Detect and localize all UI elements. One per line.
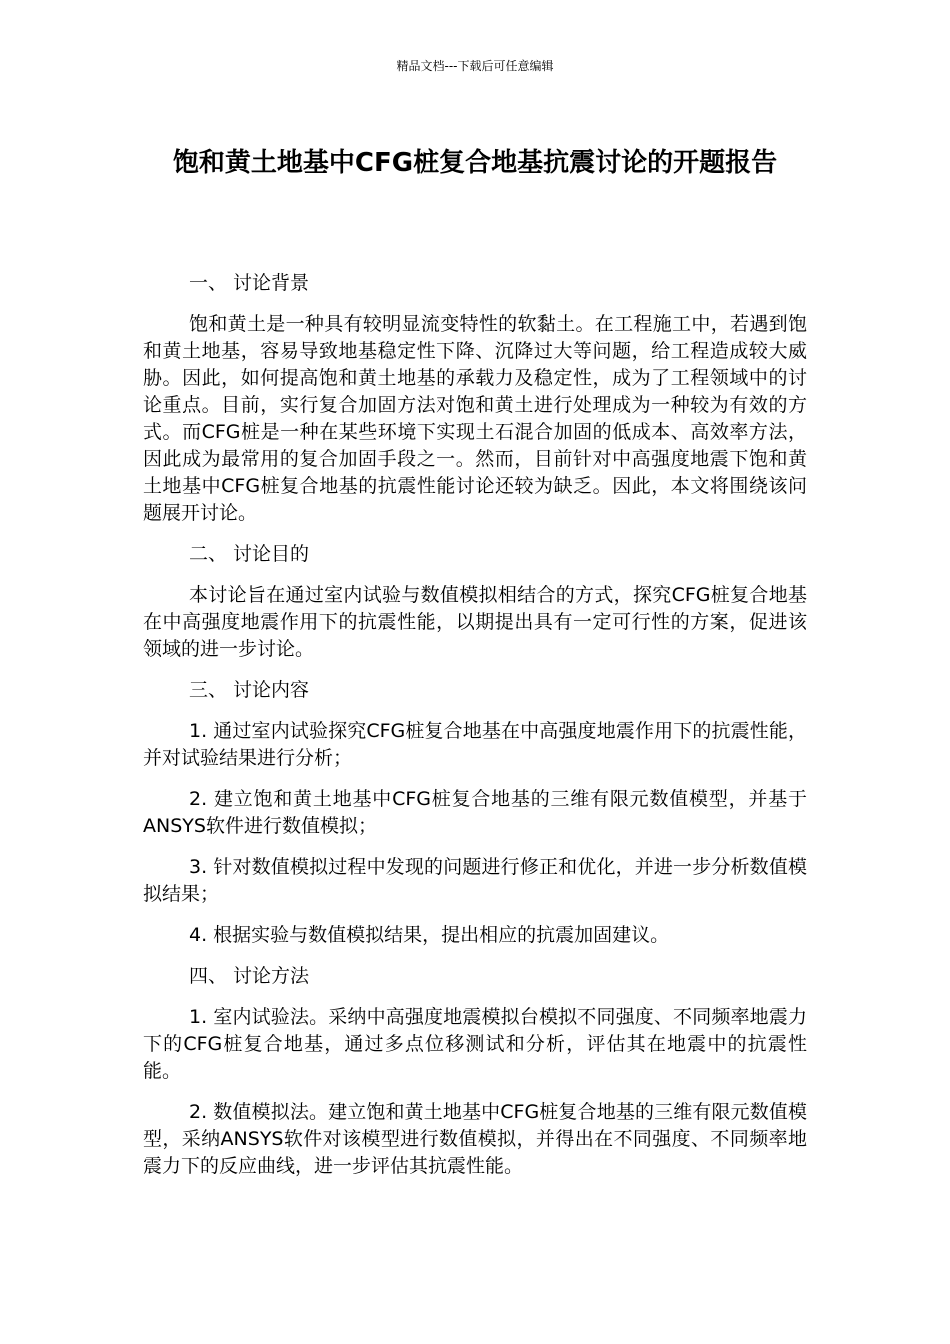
section-background — [143, 270, 807, 527]
document-title: 饱和黄土地基中CFG桩复合地基抗震讨论的开题报告 — [172, 148, 778, 178]
paragraph: 饱和黄土是一种具有较明显流变特性的软黏土。在工程施工中，若遇到饱和黄土地基，容易导致地基稳定性下降、沉降过大等问题，给工程造成较大威胁。因此，如何提高饱和黄土地基的承载力及稳定性，成为了工程领域中的讨论重点。目前，实行复合加固方法对饱和黄土进行处理成为一种较为有效的方式。而CFG桩是一种在某些环境下实现土石混合加固的低成本、高效率方法，因此成为最常用的复合加固手段之一。然而，目前针对中高强度地震下饱和黄土地基中CFG桩复合地基的抗震性能讨论还较为缺乏。因此，本文将围绕该问题展开讨论。 — [143, 313, 807, 524]
section-heading: 二、 讨论目的 — [189, 543, 310, 565]
list-item: 2. 数值模拟法。建立饱和黄土地基中CFG桩复合地基的三维有限元数值模型，采纳ANSYS软件对该模型进行数值模拟，并得出在不同强度、不同频率地震力下的反应曲线，进一步评估其抗震性能。 — [143, 1101, 807, 1177]
section-purpose — [143, 541, 807, 663]
section-methods — [143, 963, 807, 1180]
header-note: 精品文档---下载后可任意编辑 — [396, 59, 554, 73]
list-item: 1. 室内试验法。采纳中高强度地震模拟台模拟不同强度、不同频率地震力下的CFG桩复合地基，通过多点位移测试和分析，评估其在地震中的抗震性能。 — [143, 1006, 807, 1082]
list-item: 2. 建立饱和黄土地基中CFG桩复合地基的三维有限元数值模型，并基于ANSYS软件进行数值模拟； — [143, 788, 807, 837]
section-content — [143, 677, 807, 949]
list-item: 3. 针对数值模拟过程中发现的问题进行修正和优化，并进一步分析数值模拟结果； — [143, 856, 807, 905]
list-item: 1. 通过室内试验探究CFG桩复合地基在中高强度地震作用下的抗震性能，并对试验结果进行分析； — [143, 720, 807, 769]
list-item: 4. 根据实验与数值模拟结果，提出相应的抗震加固建议。 — [189, 924, 670, 946]
document-body — [143, 270, 807, 1194]
section-heading: 四、 讨论方法 — [189, 965, 310, 987]
section-heading: 三、 讨论内容 — [189, 679, 310, 701]
paragraph: 本讨论旨在通过室内试验与数值模拟相结合的方式，探究CFG桩复合地基在中高强度地震作用下的抗震性能，以期提出具有一定可行性的方案，促进该领域的进一步讨论。 — [143, 584, 807, 660]
section-heading: 一、 讨论背景 — [189, 272, 310, 294]
